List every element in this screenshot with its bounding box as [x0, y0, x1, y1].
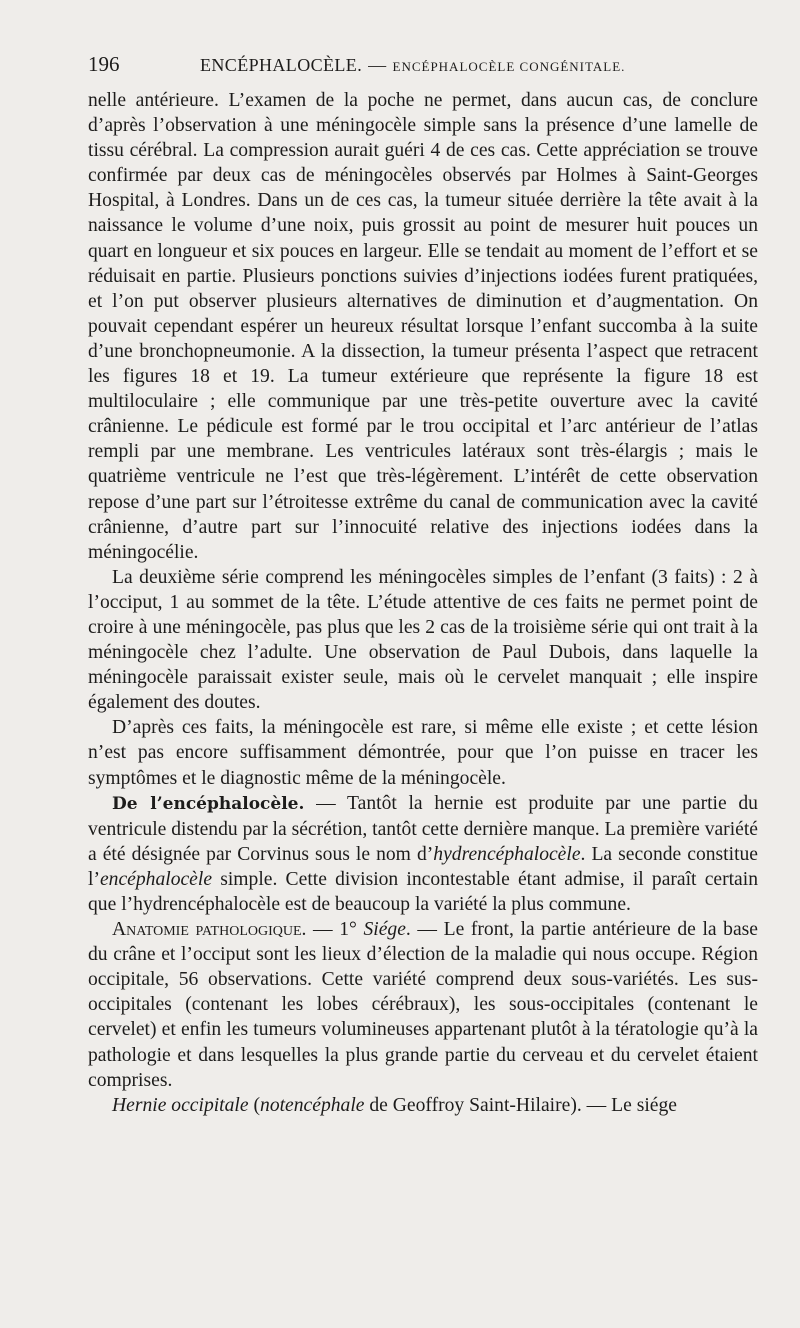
term-encephalocele: encéphalocèle: [99, 868, 213, 890]
paragraph-4-text-b: . La seconde constitue l’: [88, 843, 759, 890]
running-title: [200, 55, 625, 76]
running-header: [88, 52, 760, 86]
paragraph-5-text-a: — 1°: [306, 919, 364, 941]
term-notencephale: notencéphale: [260, 1094, 365, 1116]
paragraph-4-text-a: — Tantôt la hernie est produite par une partie du ventricule distendu par la sécrétion, tantôt cette dernière manque. La première variété a été désignée par Corvinus sous le nom d’: [88, 792, 758, 865]
running-title-dash: —: [368, 55, 387, 75]
paragraph-1: nelle antérieure. L’examen de la poche ne permet, dans aucun cas, de conclure d’après l’observation à une méningocèle simple sans la présence d’une lamelle de tissu cérébral. La compression aurait guéri 4 de ces cas. Cette appréciation se trouve confirmée par deux cas de méningocèles observés par Holmes à Saint-Georges Hospital, à Londres. Dans un de ces cas, la tumeur située derrière la tête avait à la naissance le volume d’une noix, puis grossit au point de mesurer huit pouces un quart en longueur et six pouces en largeur. Elle se tendait au moment de l’effort et se réduisait en partie. Plusieurs ponctions suivies d’injections iodées furent pratiquées, et l’on put observer plusieurs alternatives de diminution et d’augmentation. On pouvait cependant espérer un heureux résultat lorsque l’enfant succomba à la suite d’une bronchopneumonie. A la dissection, la tumeur présenta l’aspect que retracent les figures 18 et 19. La tumeur extérieure que représente la figure 18 est multiloculaire ; elle communique par une très-petite ouverture avec la cavité crânienne. Le pédicule est formé par le trou occipital et l’arc antérieur de l’atlas rempli par une membrane. Les ventricules latéraux sont très-élargis ; mais le quatrième ventricule ne l’est que très-légèrement. L’intérêt de cette observation repose d’une part sur l’étroitesse extrême du canal de communication avec la cavité crânienne, d’autre part sur l’innocuité relative des injections iodées dans la méningocélie.: [88, 90, 758, 563]
term-hernie-occipitale: Hernie occipitale: [112, 1094, 249, 1116]
paragraph-3: D’après ces faits, la méningocèle est rare, si même elle existe ; et cette lésion n’est pas encore suffisamment démontrée, pour que l’on puisse en tracer les symptômes et le diagnostic même de la méningocèle.: [88, 717, 758, 789]
section-heading-encephalocele: De l’encéphalocèle.: [112, 793, 305, 814]
running-subtitle: ENCÉPHALOCÈLE CONGÉNITALE.: [392, 59, 626, 74]
body-text: [88, 88, 758, 1118]
page-number: 196: [88, 52, 120, 76]
paragraph-6: [88, 1093, 758, 1118]
paragraph-4-text-c: simple. Cette division incontestable étant admise, il paraît certain que l’hydrencéphalocèle est de beaucoup la variété la plus commune.: [88, 868, 758, 915]
paragraph-4: [88, 791, 758, 917]
paragraph-5: [88, 917, 758, 1093]
running-title-main: ENCÉPHALOCÈLE.: [200, 55, 363, 75]
paragraph-6-text-a: (: [248, 1094, 261, 1116]
term-siege: Siége: [363, 919, 406, 941]
section-heading-anatomie: Anatomie pathologique.: [112, 919, 307, 941]
term-hydrencephalocele: hydrencéphalocèle: [433, 843, 581, 865]
paragraph-2: La deuxième série comprend les méningocèles simples de l’enfant (3 faits) : 2 à l’occiput, 1 au sommet de la tête. L’étude attentive de ces faits ne permet point de croire à une méningocèle, pas plus que les 2 cas de la troisième série qui ont trait à la méningocèle chez l’adulte. Une observation de Paul Dubois, dans laquelle la méningocèle paraissait exister seule, mais où le cervelet manquait ; elle inspire également des doutes.: [88, 566, 758, 714]
paragraph-5-text-b: . — Le front, la partie antérieure de la base du crâne et l’occiput sont les lieux d’élection de la maladie qui nous occupe. Région occipitale, 56 observations. Cette variété comprend deux sous-variétés. Les sus-occipitales (contenant les lobes cérébraux), les sous-occipitales (contenant le cervelet) et enfin les tumeurs volumineuses appartenant plutôt à la tératologie qu’à la pathologie et dans lesquelles la plus grande partie du cerveau et du cervelet étaient comprises.: [88, 919, 758, 1091]
paragraph-6-text-b: de Geoffroy Saint-Hilaire). — Le siége: [364, 1094, 677, 1116]
